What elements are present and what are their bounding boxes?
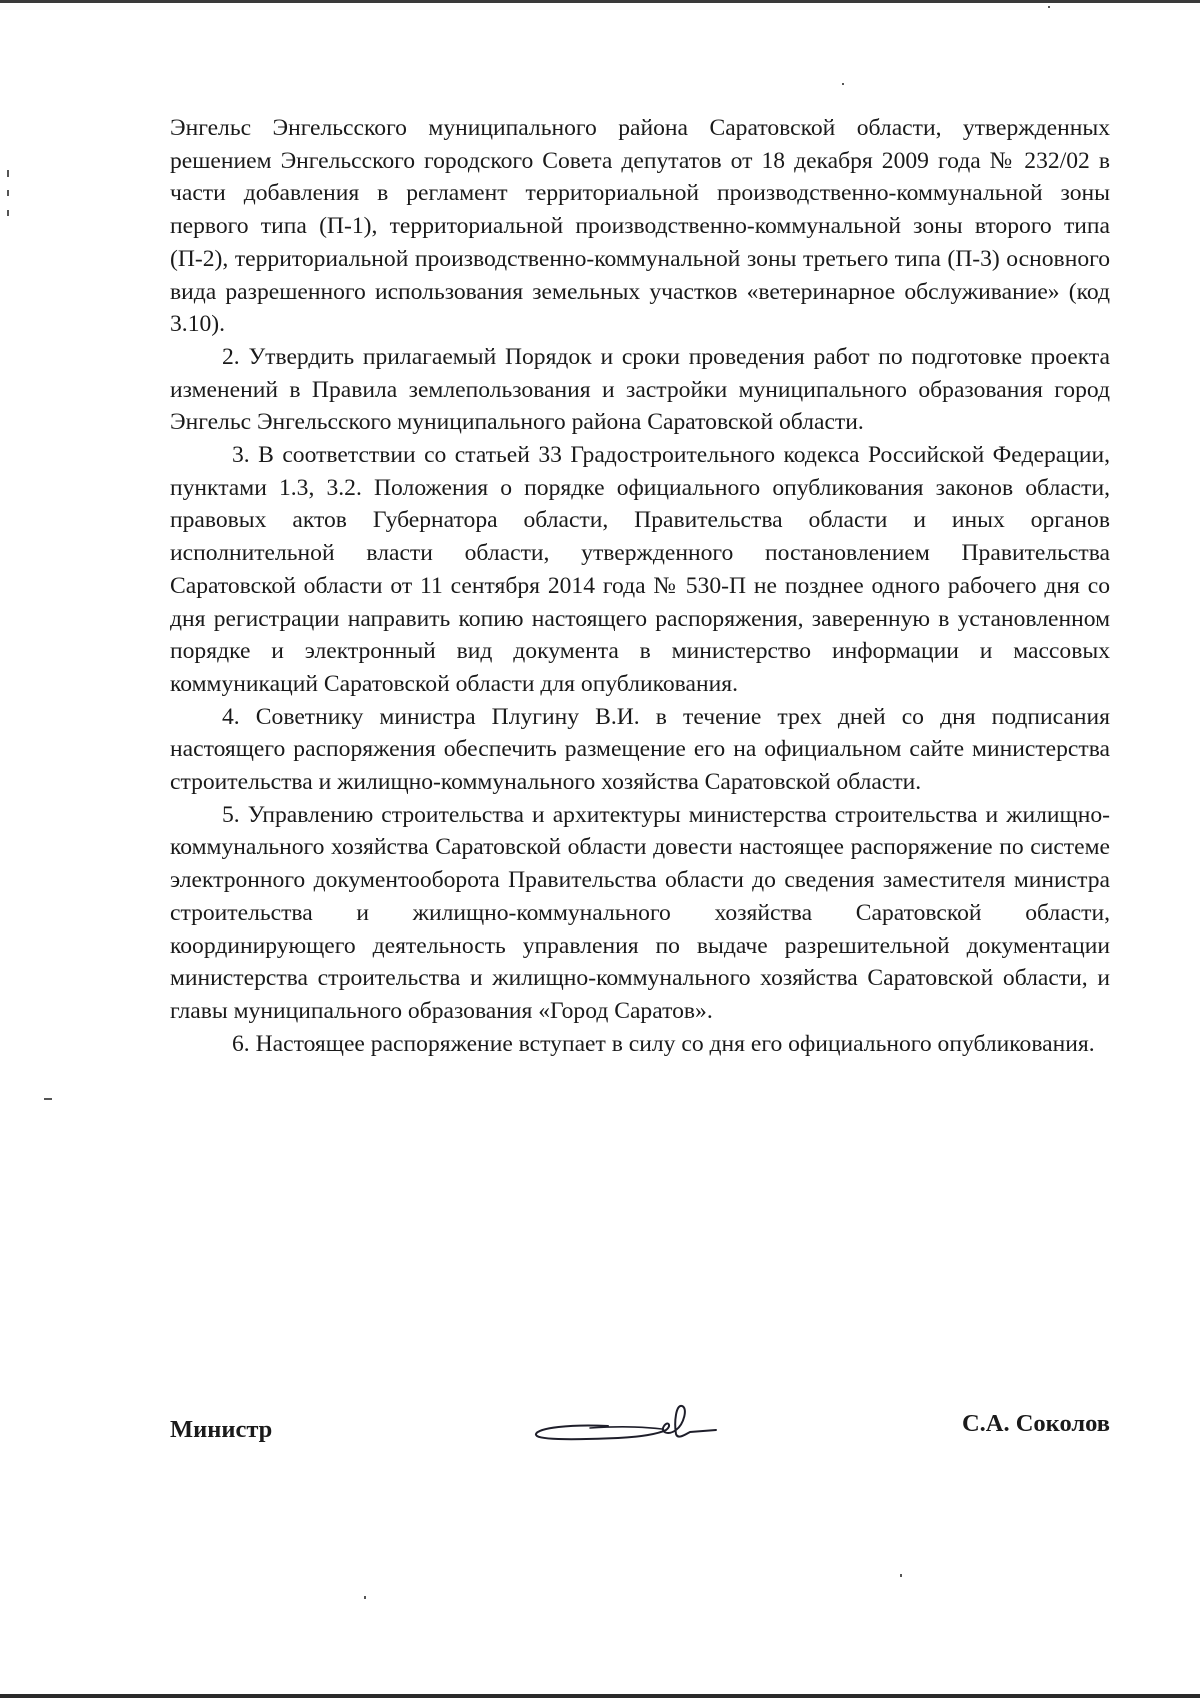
signatory-name: С.А. Соколов [961, 1410, 1110, 1437]
signature-block [170, 1410, 1110, 1466]
scan-speck [44, 1098, 52, 1100]
scan-speck [7, 210, 9, 216]
scan-top-edge [0, 0, 1200, 3]
paragraph-6: 6. Настоящее распоряжение вступает в силу со дня его официального опубликования. [232, 1030, 1095, 1057]
paragraph-2: 2. Утвердить прилагаемый Порядок и сроки проведения работ по подготовке проекта изменений в Правила землепользования и застройки муниципального образования город Энгельс Энгельсского муниципального района Саратовской области. [170, 343, 1110, 436]
scan-speck [842, 83, 844, 85]
scan-speck [900, 1574, 902, 1577]
paragraph-1-continuation: Энгельс Энгельсского муниципального района Саратовской области, утвержденных решением Энгельсского городского Совета депутатов от 18 декабря 2009 года № 232/02 в части добавления в регламент территориальной производственно-коммунальной зоны первого типа (П-1), территориальной производственно-коммунальной зоны второго типа (П-2), территориальной производственно-коммунальной зоны третьего типа (П-3) основного вида разрешенного использования земельных участков «ветеринарное обслуживание» (код 3.10). [170, 115, 1110, 338]
handwritten-signature [530, 1390, 730, 1450]
scan-bottom-edge [0, 1694, 1200, 1698]
scan-speck [7, 170, 9, 177]
scan-speck [364, 1596, 366, 1599]
document-body [170, 112, 1110, 1060]
signatory-title: Министр [170, 1416, 273, 1443]
paragraph-4: 4. Советнику министра Плугину В.И. в течение трех дней со дня подписания настоящего распоряжения обеспечить размещение его на официальном сайте министерства строительства и жилищно-коммунального хозяйства Саратовской области. [170, 703, 1110, 796]
scan-speck [7, 190, 9, 196]
scan-speck [1048, 6, 1050, 8]
paragraph-5: 5. Управлению строительства и архитектуры министерства строительства и жилищно-коммунального хозяйства Саратовской области довести настоящее распоряжение по системе электронного документооборота Правительства области до сведения заместителя министра строительства и жилищно-коммунального хозяйства Саратовской области, координирующего деятельность управления по выдаче разрешительной документации министерства строительства и жилищно-коммунального хозяйства Саратовской области, и главы муниципального образования «Город Саратов». [170, 801, 1110, 1024]
paragraph-3: 3. В соответствии со статьей 33 Градостроительного кодекса Российской Федерации, пунктами 1.3, 3.2. Положения о порядке официального опубликования законов области, правовых актов Губернатора области, Правительства области и иных органов исполнительной власти области, утвержденного постановлением Правительства Саратовской области от 11 сентября 2014 года № 530-П не позднее одного рабочего дня со дня регистрации направить копию настоящего распоряжения, заверенную в установленном порядке и электронный вид документа в министерство информации и массовых коммуникаций Саратовской области для опубликования. [170, 442, 1110, 697]
